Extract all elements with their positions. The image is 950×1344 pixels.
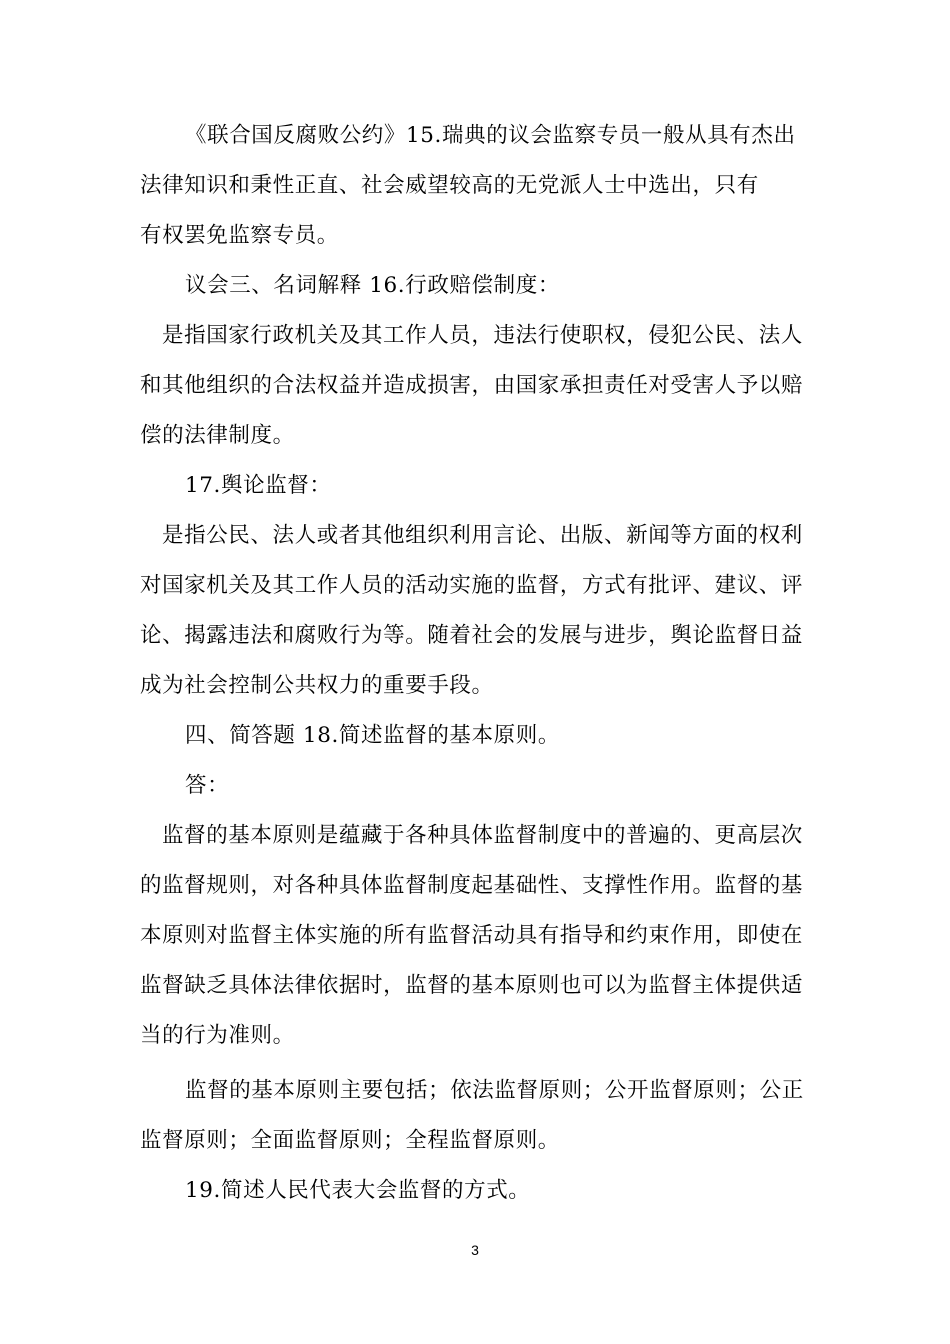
text-line: 是指公民、法人或者其他组织利用言论、出版、新闻等方面的权利 xyxy=(162,523,803,548)
text-line: 法律知识和秉性正直、社会威望较高的无党派人士中选出，只有 xyxy=(140,173,759,198)
text-line: 成为社会控制公共权力的重要手段。 xyxy=(140,673,494,698)
text-line: 本原则对监督主体实施的所有监督活动具有指导和约束作用，即使在 xyxy=(140,923,804,948)
text-line: 的监督规则，对各种具体监督制度起基础性、支撑性作用。监督的基 xyxy=(140,873,804,898)
text-line: 监督的基本原则是蕴藏于各种具体监督制度中的普遍的、更高层次 xyxy=(162,823,803,848)
text-line: 论、揭露违法和腐败行为等。随着社会的发展与进步，舆论监督日益 xyxy=(140,623,804,648)
text-line: 对国家机关及其工作人员的活动实施的监督，方式有批评、建议、评 xyxy=(140,573,804,598)
text-line: 有权罢免监察专员。 xyxy=(140,223,339,248)
answer-label: 答： xyxy=(185,773,230,798)
text-line: 是指国家行政机关及其工作人员，违法行使职权，侵犯公民、法人 xyxy=(162,323,803,348)
text-line: 《联合国反腐败公约》15.瑞典的议会监察专员一般从具有杰出 xyxy=(185,123,796,148)
text-line: 监督的基本原则主要包括；依法监督原则；公开监督原则；公正 xyxy=(185,1078,804,1103)
text-line: 监督原则；全面监督原则；全程监督原则。 xyxy=(140,1128,560,1153)
section-heading: 四、简答题 18.简述监督的基本原则。 xyxy=(185,723,560,748)
question-heading: 19.简述人民代表大会监督的方式。 xyxy=(185,1178,531,1203)
section-heading: 议会三、名词解释 16.行政赔偿制度： xyxy=(185,273,560,298)
term-heading: 17.舆论监督： xyxy=(185,473,332,498)
text-line: 监督缺乏具体法律依据时，监督的基本原则也可以为监督主体提供适 xyxy=(140,973,804,998)
page-number: 3 xyxy=(471,1242,479,1258)
text-line: 当的行为准则。 xyxy=(140,1023,295,1048)
text-line: 和其他组织的合法权益并造成损害，由国家承担责任对受害人予以赔 xyxy=(140,373,804,398)
text-line: 偿的法律制度。 xyxy=(140,423,295,448)
